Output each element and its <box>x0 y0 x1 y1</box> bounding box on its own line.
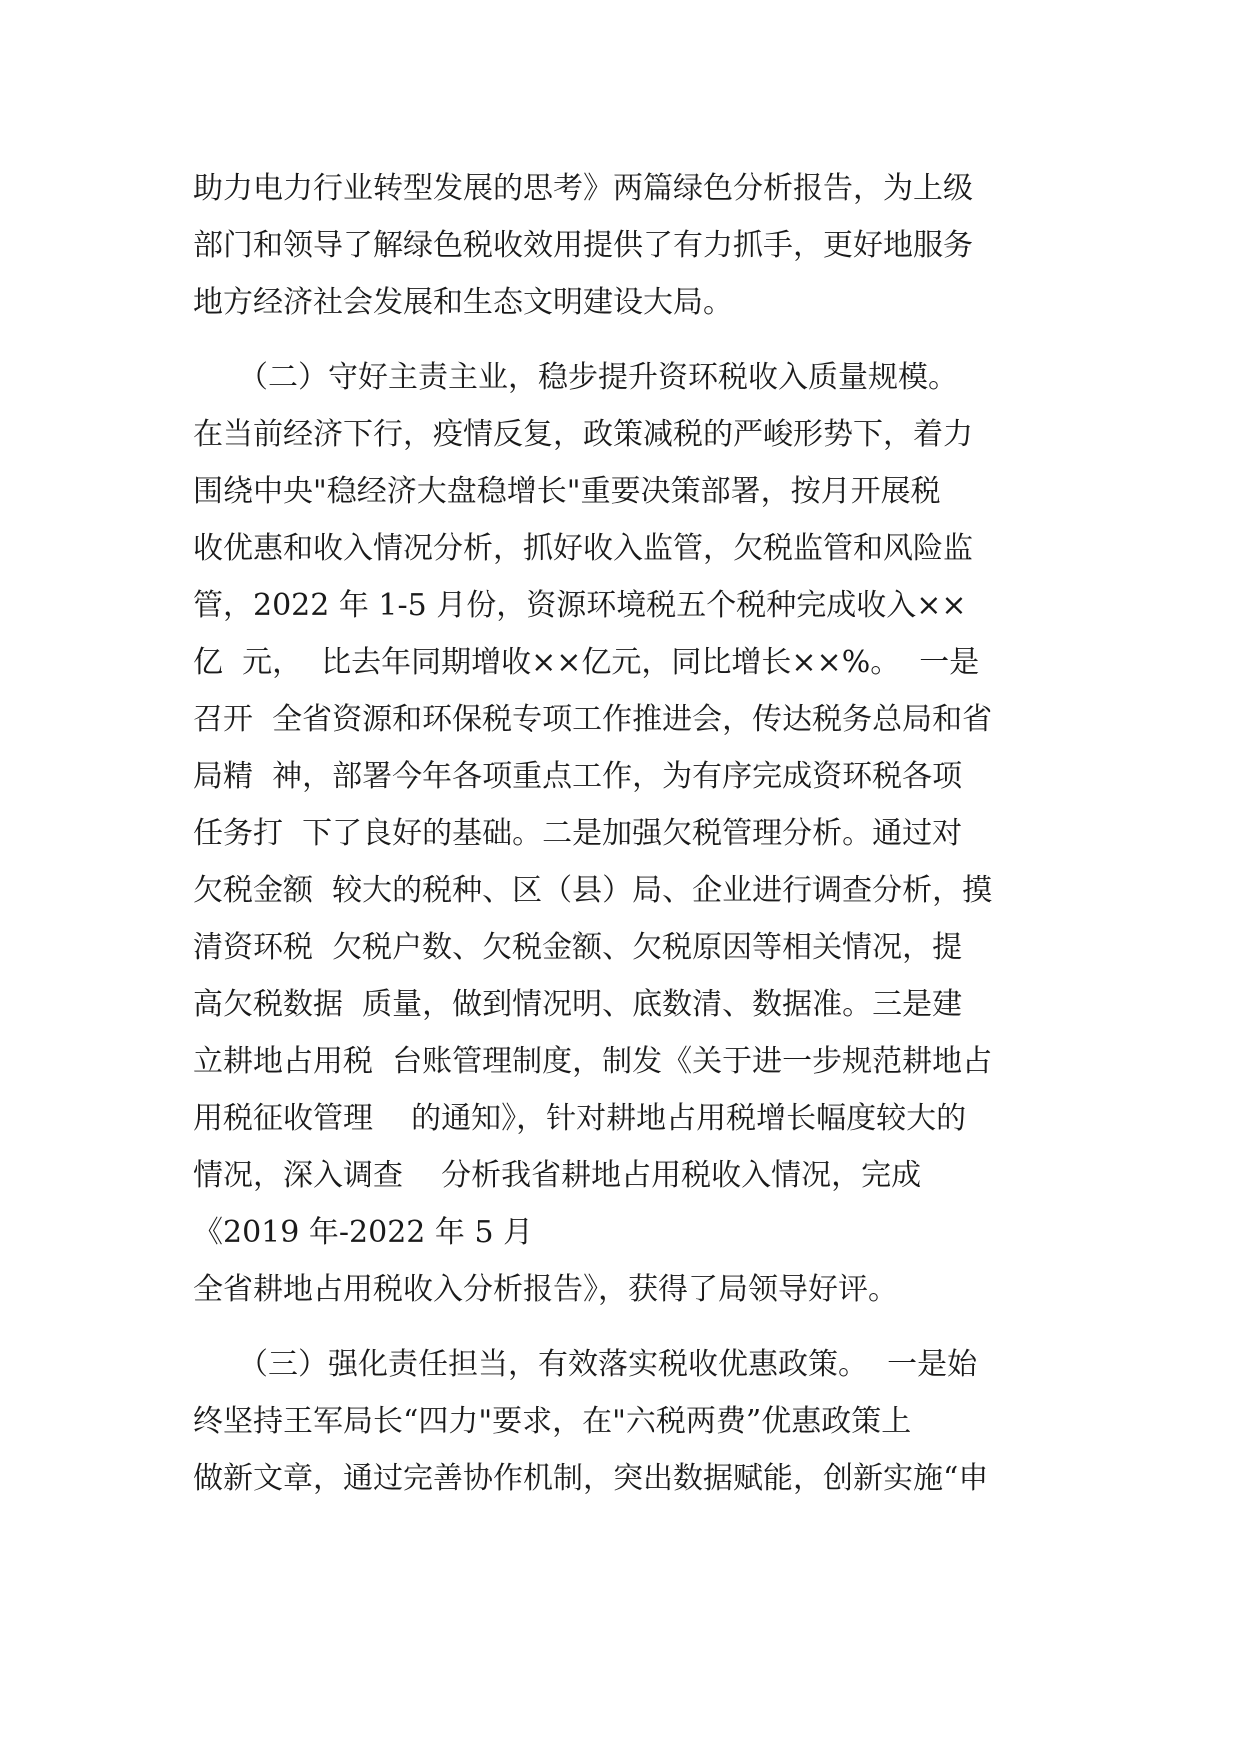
text-line: 在当前经济下行，疫情反复，政策减税的严峻形势下，着力 <box>193 417 973 452</box>
text-line: 部门和领导了解绿色税收效用提供了有力抓手，更好地服务 <box>193 228 973 263</box>
text-line: 围绕中央"稳经济大盘稳增长"重要决策部署，按月开展税 <box>193 474 941 509</box>
text-line: 做新文章，通过完善协作机制，突出数据赋能，创新实施“申 <box>193 1461 989 1496</box>
paragraph-gap <box>193 1318 1063 1336</box>
text-line: 情况，深入调查 分析我省耕地占用税收入情况，完成 <box>193 1158 922 1193</box>
text-line: 立耕地占用税 台账管理制度，制发《关于进一步规范耕地占 <box>193 1044 993 1079</box>
section-heading-2: （二）守好主责主业，稳步提升资环税收入质量规模。 <box>193 360 958 395</box>
text-line: 亿 元， 比去年同期增收××亿元，同比增长××%。 一是 <box>193 645 980 680</box>
text-line: 任务打 下了良好的基础。二是加强欠税管理分析。通过对 <box>193 816 963 851</box>
text-line: 全省耕地占用税收入分析报告》，获得了局领导好评。 <box>193 1272 898 1307</box>
text-line: 召开 全省资源和环保税专项工作推进会，传达税务总局和省 <box>193 702 993 737</box>
text-line: 终坚持王军局长“四力"要求，在"六税两费”优惠政策上 <box>193 1404 912 1439</box>
text-line: 局精 神，部署今年各项重点工作，为有序完成资环税各项 <box>193 759 963 794</box>
text-line: 欠税金额 较大的税种、区（县）局、企业进行调查分析，摸 <box>193 873 993 908</box>
text-line: 高欠税数据 质量，做到情况明、底数清、数据准。三是建 <box>193 987 963 1022</box>
section-heading-3: （三）强化责任担当，有效落实税收优惠政策。 一是始 <box>193 1347 978 1382</box>
text-line: 地方经济社会发展和生态文明建设大局。 <box>193 285 733 320</box>
text-line: 清资环税 欠税户数、欠税金额、欠税原因等相关情况，提 <box>193 930 963 965</box>
text-line: 管，2022 年 1-5 月份，资源环境税五个税种完成收入×× <box>193 588 967 623</box>
text-line: 收优惠和收入情况分析，抓好收入监管，欠税监管和风险监 <box>193 531 973 566</box>
body-text <box>193 160 1063 1507</box>
text-line: 用税征收管理 的通知》，针对耕地占用税增长幅度较大的 <box>193 1101 967 1136</box>
paragraph-gap <box>193 331 1063 349</box>
text-line: 《2019 年-2022 年 5 月 <box>193 1215 534 1250</box>
text-line: 助力电力行业转型发展的思考》两篇绿色分析报告，为上级 <box>193 171 973 206</box>
